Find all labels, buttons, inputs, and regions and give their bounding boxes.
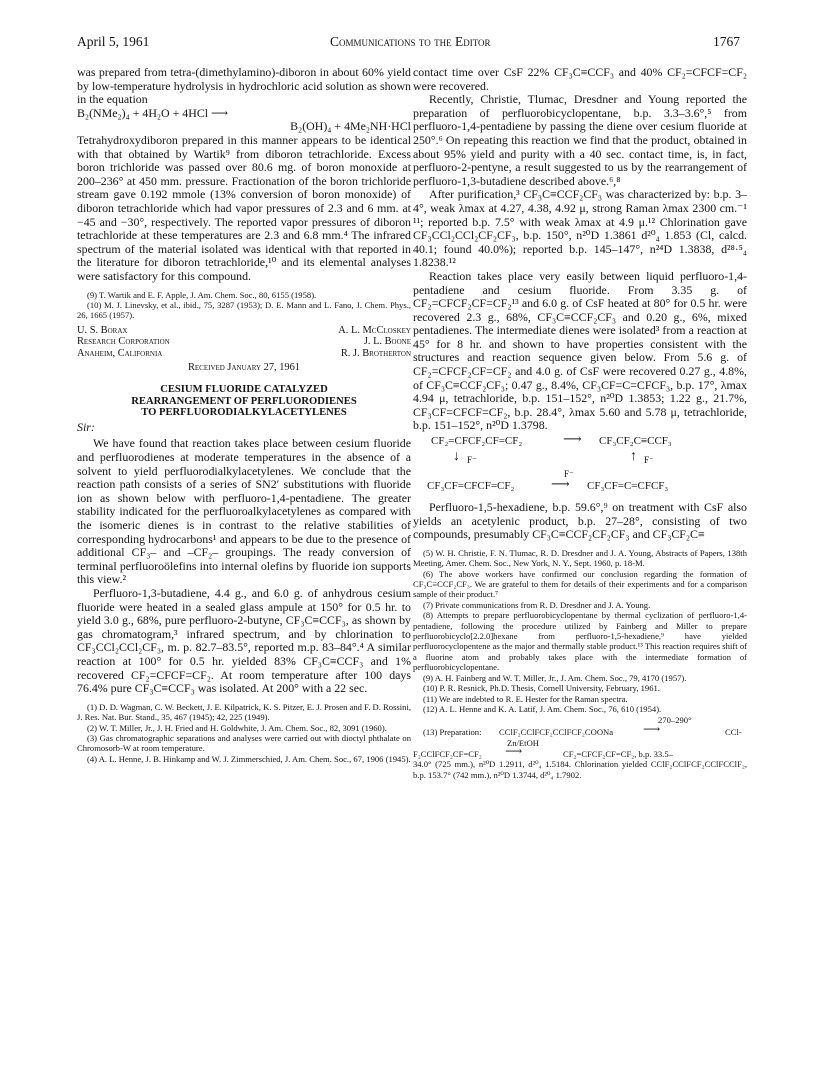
arrow-right-icon: ⟶ <box>643 722 661 737</box>
author-name: R. J. Brotherton <box>340 347 411 359</box>
signature-row <box>77 336 411 348</box>
paragraph-2: Perfluoro-1,3-butadiene, 4.4 g., and 6.0 g. of anhydrous cesium fluoride were heated in a sealed glass ampule at 150° for 0.5 hr. to yield 3.0 g., 68%, pure perfluoro-2-butyne, CF₃C≡CCF₃, as shown by gas chromatogram,³ infrared spectrum, and by chlorination to CF₃CCl₂CCl₂CF₃, m. p. 82.7–83.5°, reported m.p. 83–84°.⁴ A similar reaction at 100° for 0.5 hr. yielded 83% CF₃C≡CCF₃ and 1% recovered CF₂=CFCF=CF₂. At room temperature after 100 days 76.4% pure CF₃C≡CCF₃ was isolated. At 200° with a 22 sec. <box>77 586 411 696</box>
prep-condition-1: 270–290° <box>658 715 692 726</box>
author-name: J. L. Boone <box>363 336 411 348</box>
article-title-line: CESIUM FLUORIDE CATALYZED <box>160 384 328 396</box>
article-title-line: REARRANGEMENT OF PERFLUORODIENES <box>131 395 357 407</box>
footnote-3: (3) Gas chromatographic separations and analyses were carried out with dioctyl phthalate on Chromosorb-W at room temperature. <box>77 732 411 754</box>
arrow-right-icon: ⟶ <box>563 431 582 447</box>
affiliation-line: U. S. Borax <box>77 324 128 336</box>
arrow-right-icon: ⟶ <box>551 476 570 492</box>
footnote-2: (2) W. T. Miller, Jr., J. H. Fried and H. Goldwhite, J. Am. Chem. Soc., 82, 3091 (1960). <box>87 722 387 733</box>
footnote-1: (1) D. D. Wagman, C. W. Beckett, J. E. Kilpatrick, K. S. Pitzer, E. J. Prosen and F. D. Rossini, J. Res. Nat. Bur. Stand., 35, 467 (1945); 42, 225 (1949). <box>77 701 411 723</box>
reaction-scheme <box>413 433 747 501</box>
arrow-up-icon: ↑ <box>630 449 637 465</box>
scheme-reagent: F⁻ <box>644 455 654 466</box>
article-title-line: TO PERFLUORODIALKYLACETYLENES <box>141 407 347 419</box>
paragraph-3: Recently, Christie, Tlumac, Dresdner and Young reported the preparation of perfluorobicyclopentane, b.p. 3.3–3.6°,⁵ from perfluoro-1,4-pentadiene by passing the diene over cesium fluoride at 250°.⁶ On repeating this reaction we find that the product, obtained in about 95% yield and purity with a 40 sec. contact time, is, in fact, perfluoro-2-pentyne, a result suggested to us by the rearrangement of perfluoro-1,3-butadiene described above.⁶,⁸ <box>413 92 747 188</box>
paragraph-5: Reaction takes place very easily between liquid perfluoro-1,4-pentadiene and cesium fluoride. From 3.35 g. of CF₂=CFCF₂CF=CF₂¹³ and 6.0 g. of CsF heated at 80° for 0.5 hr. were recovered 2.3 g., 68%, CF₃C≡CCF₂CF₃ and 0.20 g., 6%, mixed pentadienes. The intermediate dienes were isolated³ from a reaction at 45° for 8 hr. and shown to have properties consistent with the structures and reaction sequence given below. From 5.6 g. of CF₂=CFCF₂CF=CF₂ and 4.0 g. of CsF were recovered 0.27 g., 4.8%, of CF₃C≡CCF₂CF₃; 0.47 g., 8.4%, CF₃CF=C=CFCF₃, b.p. 17°, λmax 4.94 μ, tetrachloride, b.p. 151–152°, n²⁰D 1.3853; 1.22 g., 21.7%, CF₃CF=CFCF=CF₂, b.p. 28.4°, λmax 5.60 and 5.78 μ, tetrachloride, b.p. 151–152°, n²⁰D 1.3798. <box>413 268 747 433</box>
affiliation-line: Anaheim, California <box>77 347 163 359</box>
signature-row <box>77 348 411 360</box>
opening-paragraph: was prepared from tetra-(dimethylamino)-diboron in about 60% yield by low-temperature hydrolysis in hydrochloric acid solution as shown in the equation <box>77 65 411 107</box>
footnote-7: (7) Private communications from R. D. Dresdner and J. A. Young. <box>423 599 651 610</box>
footnote-8: (8) Attempts to prepare perfluorobicyclopentane by thermal cyclization of perfluoro-1,4-pentadiene, following the procedure utilized by Fainberg and Miller to prepare perfluorobicyclo[2.2.0]hexane from perfluoro-1,5-hexadiene,⁹ have yielded perfluorocyclopentene as the major and thermally stable product.¹³ This reaction requires shift of a fluorine atom and probably takes place with the intermediate formation of perfluorobicyclopentane. <box>413 610 747 673</box>
author-name: A. L. McCloskey <box>338 324 411 336</box>
footnote-6: (6) The above workers have confirmed our conclusion regarding the formation of CF₃C≡CCF₂CF₃. We are grateful to them for details of their experiments and for a comparison sample of their product.⁷ <box>413 568 747 600</box>
footnote-11: (11) We are indebted to R. E. Hester for the Raman spectra. <box>423 693 628 704</box>
paragraph-1: We have found that reaction takes place between cesium fluoride and perfluorodienes at moderate temperatures in the absence of a solvent to yield perfluorodialkylacetylenes. We conclude that the reaction path consists of a series of SN2′ substitutions with fluoride ion as shown below with perfluoro-1,4-pentadiene. The greater stability indicated for the perfluoroalkylacetylenes as compared with the isomeric dienes is in contrast to the relative stabilities of corresponding hydrocarbons¹ and appears to be due to the presence of additional CF₃– and –CF₂– groupings. The ready conversion of terminal perfluoroölefins into internal olefins by fluoride ion supports this view.² <box>77 436 411 587</box>
equation-lhs: B₂(NMe₂)₄ + 4H₂O + 4HCl ⟶ <box>77 105 229 120</box>
footnote-4: (4) A. L. Henne, J. B. Hinkamp and W. J. Zimmerschied, J. Am. Chem. Soc., 67, 1906 (1945). <box>87 753 411 764</box>
scheme-start-diene: CF₂=CFCF₂CF=CF₂ <box>431 435 523 448</box>
footnote-12: (12) A. L. Henne and K. A. Latif, J. Am. Chem. Soc., 76, 610 (1954). <box>423 703 662 714</box>
header-page-number: 1767 <box>713 34 740 49</box>
signature-row <box>77 325 411 337</box>
equation-rhs: B₂(OH)₄ + 4Me₂NH·HCl <box>290 119 411 134</box>
scheme-intermediate-allene: CF₃CF=C=CFCF₃ <box>587 480 669 493</box>
paragraph-6: Perfluoro-1,5-hexadiene, b.p. 59.6°,⁹ on treatment with CsF also yields an acetylenic product, b.p. 27–28°, consisting of two compounds, presumably CF₃C≡CCF₂CF₂CF₃ and CF₃CF₂C≡ <box>413 500 747 542</box>
body-paragraph: Tetrahydroxydiboron prepared in this manner appears to be identical with that obtained by Wartik⁹ from diboron tetrachloride. Excess boron trichloride was passed over 80.6 mg. of boron monoxide at 200–236° at 450 mm. pressure. Fractionation of the boron trichloride stream gave 0.192 mmole (13% conversion of boron monoxide) of diboron tetrachloride which had vapor pressures of 2.3 and 6 mm. at −45 and −30°, respectively. The reported vapor pressures of diboron tetrachloride at these temperatures are 2.3 and 6.8 mm.⁴ The infrared spectrum of the material isolated was identical with that reported in the literature for diboron tetrachloride,¹⁰ and its elemental analyses were satisfactory for this compound. <box>77 132 411 283</box>
scheme-reagent: F⁻ <box>564 469 574 480</box>
prep-product-1: CCl- <box>725 727 742 738</box>
prep-label: (13) Preparation: <box>423 727 482 738</box>
scheme-intermediate-diene: CF₃CF=CFCF=CF₂ <box>427 480 515 493</box>
prep-start: CClF₂CClFCF₂CClFCF₂COONa <box>499 727 614 738</box>
header-journal: Communications to the Editor <box>330 34 491 49</box>
arrow-right-icon: ⟶ <box>505 744 523 759</box>
arrow-down-icon: ↓ <box>453 449 460 465</box>
left-column <box>77 66 411 764</box>
footnote-9b: (9) A. H. Fainberg and W. T. Miller, Jr., J. Am. Chem. Soc., 79, 4170 (1957). <box>423 672 687 683</box>
footnote-5: (5) W. H. Christie, F. N. Tlumac, R. D. Dresdner and J. A. Young, Abstracts of Papers, 138th Meeting, Amer. Chem. Soc., New York, N. Y., Sept. 1960, p. 18-M. <box>413 547 747 569</box>
continuation-paragraph: contact time over CsF 22% CF₃C≡CCF₃ and 40% CF₂=CFCF=CF₂ were recovered. <box>413 65 747 93</box>
right-column <box>413 66 747 788</box>
prep-line-3: 34.0° (725 mm.), n²⁰D 1.2911, d²⁰₄ 1.5184. Chlorination yielded CClF₂CClFCF₂CClFCClF₂, b.p. 153.7° (742 mm.), n²⁰D 1.3744, d²⁰₄ 1.7902. <box>413 759 747 780</box>
footnote-9: (9) T. Wartik and E. F. Apple, J. Am. Chem. Soc., 80, 6155 (1958). <box>87 289 317 300</box>
header-date: April 5, 1961 <box>77 34 150 49</box>
salutation: Sir: <box>77 419 95 434</box>
received-date: Received January 27, 1961 <box>187 361 301 373</box>
prep-line-2-start: F₂CClFCF₂CF=CF₂ <box>413 749 482 760</box>
paragraph-4: After purification,³ CF₃C≡CCF₂CF₃ was characterized by: b.p. 3–4°, weak λmax at 4.27, 4.38, 4.92 μ, strong Raman λmax 2300 cm.⁻¹ ¹¹; reported b.p. 7.5° with weak λmax at 4.9 μ.¹² Chlorination gave CF₃CCl₂CCl₂CF₂CF₃, b.p. 150°, n²⁰D 1.3861 d²⁰₄ 1.853 (Cl, calcd. 40.1; found 40.0%); reported b.p. 145–147°, n²⁴D 1.3838, d²⁸·⁵₄ 1.8238.¹² <box>413 187 747 270</box>
footnote-13-continued <box>413 744 747 788</box>
scheme-product-alkyne: CF₃CF₂C≡CCF₃ <box>599 435 672 448</box>
prep-condition-2: Zn/EtOH <box>507 738 539 749</box>
prep-line-2-end: CF₂=CFCF₂CF=CF₂, b.p. 33.5– <box>563 749 673 760</box>
footnote-10: (10) M. J. Linevsky, et al., ibid., 75, 3287 (1953); D. E. Mann and L. Fano, J. Chem. Phys., 26, 1665 (1957). <box>77 299 411 321</box>
scheme-reagent: F⁻ <box>467 455 477 466</box>
affiliation-line: Research Corporation <box>77 336 170 348</box>
footnote-10b: (10) P. R. Resnick, Ph.D. Thesis, Cornell University, February, 1961. <box>423 683 660 694</box>
